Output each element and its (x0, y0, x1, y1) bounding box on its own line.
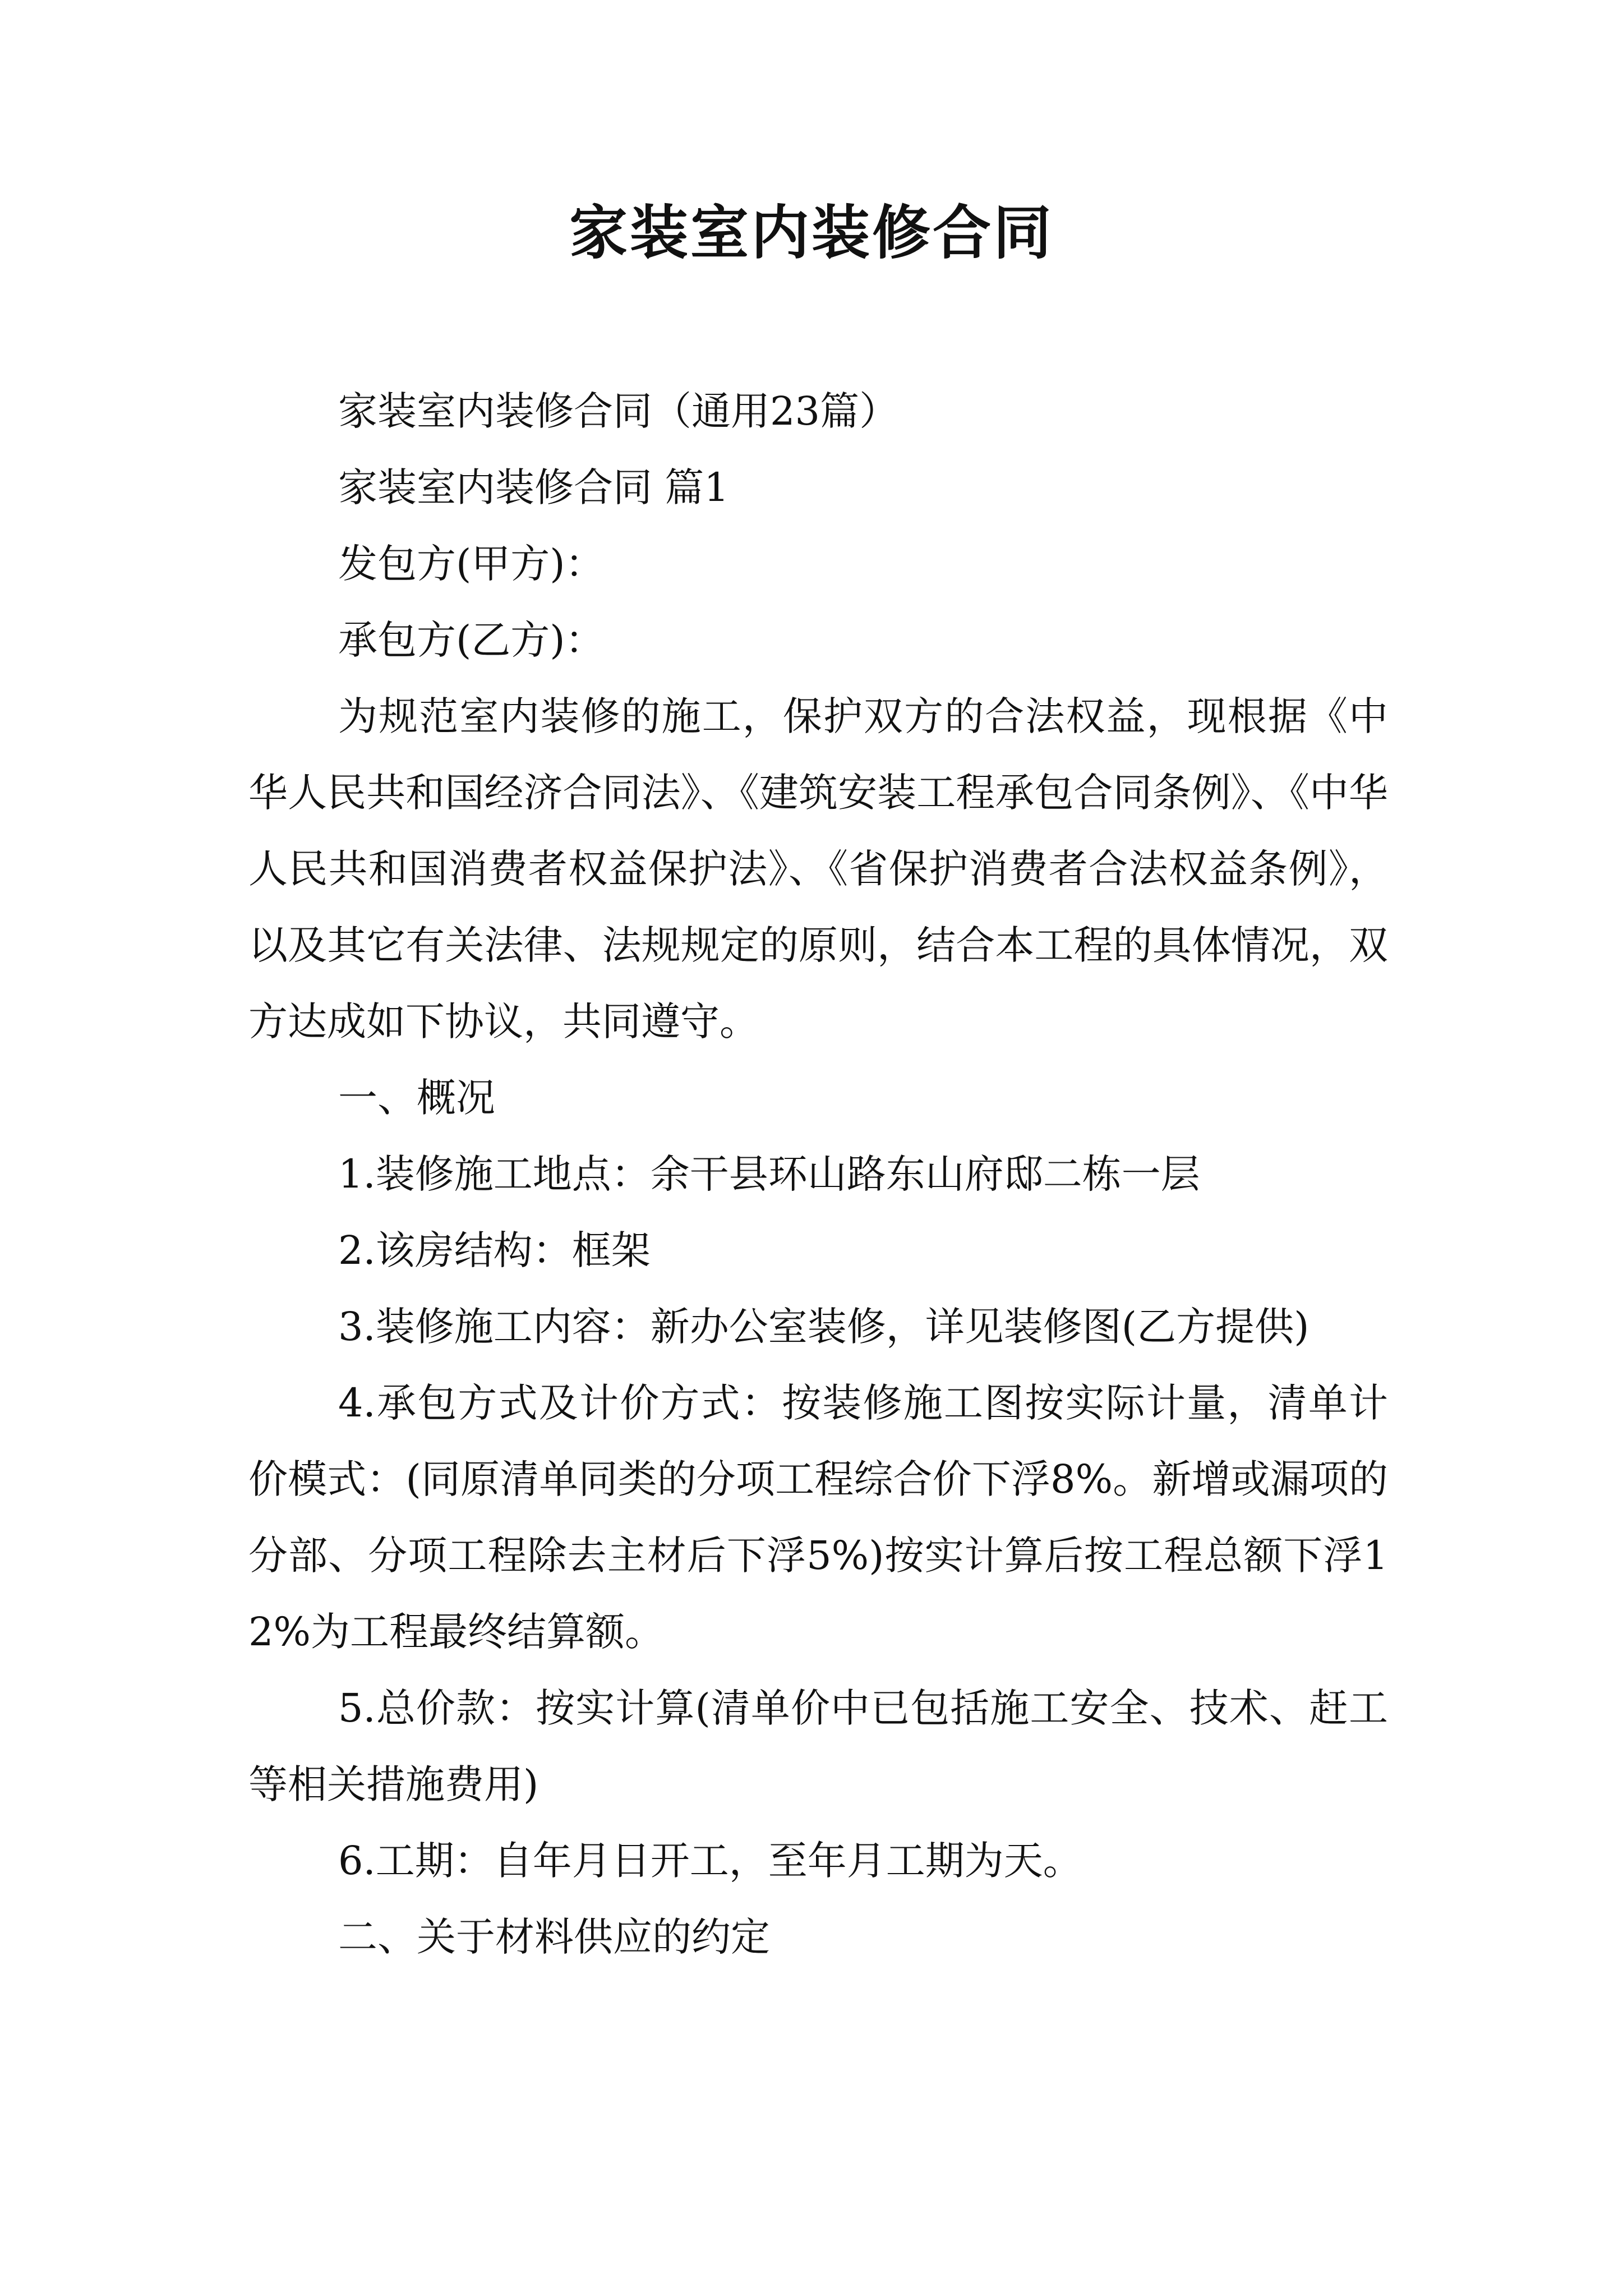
paragraph-party-a: 发包方(甲方)： (338, 541, 605, 587)
paragraph-item-6: 6.工期：自年月日开工，至年月工期为天。 (338, 1838, 1082, 1884)
paragraph-item-3: 3.装修施工内容：新办公室装修，详见装修图(乙方提供) (338, 1304, 1310, 1350)
document-title: 家装室内装修合同 (569, 198, 1054, 267)
paragraph-materials-heading: 二、关于材料供应的约定 (338, 1914, 770, 1960)
paragraph-collection-title: 家装室内装修合同（通用23篇） (338, 388, 899, 434)
paragraph-item-1: 1.装修施工地点：余干县环山路东山府邸二栋一层 (338, 1151, 1200, 1197)
paragraph-preamble: 为规范室内装修的施工，保护双方的合法权益，现根据《中华人民共和国经济合同法》、《建筑安装工程承包合同条例》、《中华人民共和国消费者权益保护法》、《省保护消费者合法权益条例》，以及其它有关法律、法规规定的原则，结合本工程的具体情况，双方达成如下协议，共同遵守。 (248, 693, 1388, 1045)
paragraph-item-2: 2.该房结构：框架 (338, 1227, 651, 1273)
paragraph-overview-heading: 一、概况 (338, 1075, 495, 1121)
paragraph-party-b: 承包方(乙方)： (338, 617, 605, 663)
paragraph-item-5: 5.总价款：按实计算(清单价中已包括施工安全、技术、赶工等相关措施费用) (248, 1685, 1388, 1807)
document-body (248, 373, 1388, 1975)
paragraph-item-4: 4.承包方式及计价方式：按装修施工图按实际计量，清单计价模式：(同原清单同类的分项工程综合价下浮8%。新增或漏项的分部、分项工程除去主材后下浮5%)按实计算后按工程总额下浮12%为工程最终结算额。 (248, 1380, 1388, 1655)
paragraph-section-heading: 家装室内装修合同 篇1 (338, 464, 729, 510)
